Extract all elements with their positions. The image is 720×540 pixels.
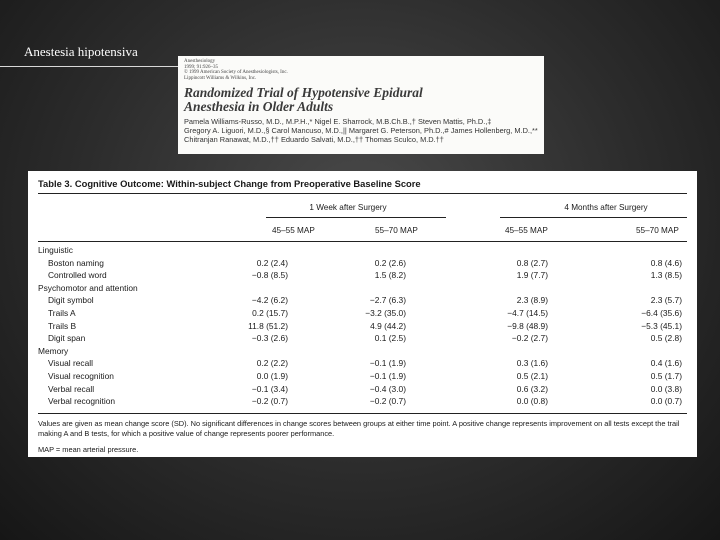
table-cell: −5.3 (45.1) <box>641 320 682 331</box>
section-label: Linguistic <box>38 245 73 255</box>
table-cell: 0.6 (3.2) <box>516 383 548 394</box>
table-cell: 0.2 (2.2) <box>256 358 288 369</box>
title-underline <box>0 66 178 67</box>
table-cell: −0.1 (1.9) <box>369 358 406 369</box>
table-cell: 0.5 (2.8) <box>650 333 682 344</box>
group-header-1-week: 1 Week after Surgery <box>309 203 387 212</box>
table-cell: 1.3 (8.5) <box>650 270 682 281</box>
table-bottom-rule <box>38 413 687 414</box>
article-authors-line-2: Gregory A. Liguori, M.D.,§ Carol Mancuso, M.D.,|| Margaret G. Peterson, Ph.D.,# James Hollenberg, M.D.,** <box>184 125 538 135</box>
table-cell: 0.0 (3.8) <box>650 383 682 394</box>
article-title-line-1: Randomized Trial of Hypotensive Epidural <box>184 85 423 101</box>
table-row <box>28 358 697 371</box>
table-section-row <box>28 283 697 296</box>
table-cell: −0.4 (3.0) <box>369 383 406 394</box>
table-title: Table 3. Cognitive Outcome: Within-subject Change from Preoperative Baseline Score <box>38 178 421 189</box>
table-cell: −0.1 (3.4) <box>251 383 288 394</box>
row-label: Trails B <box>48 320 77 331</box>
table-row <box>28 396 697 409</box>
table-cell: −0.1 (1.9) <box>369 371 406 381</box>
table-cell: 0.4 (1.6) <box>650 358 682 369</box>
col-header-45-55-month: 45–55 MAP <box>505 226 548 235</box>
article-authors-line-1: Pamela Williams-Russo, M.D., M.P.H.,* Nigel E. Sharrock, M.B.Ch.B.,† Steven Mattis, Ph.D.,‡ <box>184 117 492 127</box>
table-cell: 0.8 (2.7) <box>516 257 548 268</box>
table-row <box>28 270 697 283</box>
journal-line: Anesthesiology <box>184 59 216 64</box>
slide-title: Anestesia hipotensiva <box>24 44 138 59</box>
table-cell: −4.2 (6.2) <box>251 295 288 306</box>
table-cell: −9.8 (48.9) <box>507 320 548 331</box>
table-row <box>28 321 697 334</box>
row-label: Digit symbol <box>48 295 94 306</box>
col-header-55-70-month: 55–70 MAP <box>636 226 679 235</box>
header-rule <box>38 241 687 242</box>
col-header-45-55-week: 45–55 MAP <box>272 226 315 235</box>
table-row <box>28 308 697 321</box>
table-footnote: Values are given as mean change score (SD). No significant differences in change scores between groups at either time point. A positive change represents improvement on all tests except the trail making A and B tests, for which a positive value of change represents poorer performance. <box>38 419 680 438</box>
group-rule-1-week <box>266 217 446 218</box>
table-cell: 0.0 (0.8) <box>516 396 548 407</box>
table-cell: 0.5 (1.7) <box>650 371 682 381</box>
table-row <box>28 384 697 397</box>
table-cell: 0.2 (15.7) <box>252 308 288 318</box>
table-cell: −2.7 (6.3) <box>369 295 406 306</box>
row-label: Visual recall <box>48 358 93 369</box>
table-cell: −3.2 (35.0) <box>365 308 406 318</box>
table-cell: 1.5 (8.2) <box>374 270 406 281</box>
table-cell: 11.8 (51.2) <box>248 320 288 331</box>
table-cell: 0.1 (2.5) <box>374 333 406 344</box>
row-label: Trails A <box>48 308 76 318</box>
table-cell: 0.2 (2.6) <box>374 257 406 268</box>
table-row <box>28 333 697 346</box>
section-label: Psychomotor and attention <box>38 282 138 293</box>
section-label: Memory <box>38 345 69 356</box>
journal-line: © 1999 American Society of Anesthesiologists, Inc. <box>184 70 288 76</box>
table-cell: −0.8 (8.5) <box>251 270 288 281</box>
table-cell: 2.3 (8.9) <box>516 295 548 306</box>
journal-line: 1999; 91:926–35 <box>184 64 219 70</box>
table-top-rule <box>38 193 687 194</box>
table-row <box>28 295 697 308</box>
table-row <box>28 371 697 384</box>
table-cell: 0.2 (2.4) <box>256 257 288 268</box>
table-cell: 4.9 (44.2) <box>370 320 406 331</box>
article-header-image <box>178 56 544 154</box>
group-rule-4-months <box>500 217 687 218</box>
table-section-row <box>28 245 697 258</box>
table-row <box>28 258 697 271</box>
table-section-row <box>28 346 697 359</box>
results-table-image <box>28 171 697 457</box>
table-cell: −4.7 (14.5) <box>507 308 548 318</box>
table-cell: 0.8 (4.6) <box>650 257 682 268</box>
row-label: Controlled word <box>48 270 107 281</box>
row-label: Verbal recognition <box>48 396 116 407</box>
table-cell: 2.3 (5.7) <box>650 295 682 306</box>
table-cell: −6.4 (35.6) <box>641 308 682 318</box>
table-cell: 1.9 (7.7) <box>516 270 548 281</box>
row-label: Visual recognition <box>48 371 114 381</box>
journal-line: Lippincott Williams & Wilkins, Inc. <box>184 75 257 81</box>
table-cell: −0.2 (2.7) <box>511 333 548 344</box>
row-label: Verbal recall <box>48 383 95 394</box>
row-label: Boston naming <box>48 257 104 268</box>
table-cell: −0.2 (0.7) <box>369 396 406 407</box>
article-title-line-2: Anesthesia in Older Adults <box>184 99 334 115</box>
table-abbreviation: MAP = mean arterial pressure. <box>38 445 139 454</box>
table-cell: 0.5 (2.1) <box>516 371 548 381</box>
group-header-4-months: 4 Months after Surgery <box>564 203 648 212</box>
table-cell: −0.3 (2.6) <box>251 333 288 344</box>
col-header-55-70-week: 55–70 MAP <box>375 226 418 235</box>
table-cell: 0.0 (0.7) <box>650 396 682 407</box>
table-cell: −0.2 (0.7) <box>251 396 288 407</box>
article-authors-line-3: Chitranjan Ranawat, M.D.,†† Eduardo Salvati, M.D.,†† Thomas Sculco, M.D.†† <box>184 134 444 144</box>
row-label: Digit span <box>48 333 86 344</box>
table-cell: 0.3 (1.6) <box>516 358 548 369</box>
table-cell: 0.0 (1.9) <box>256 371 288 381</box>
